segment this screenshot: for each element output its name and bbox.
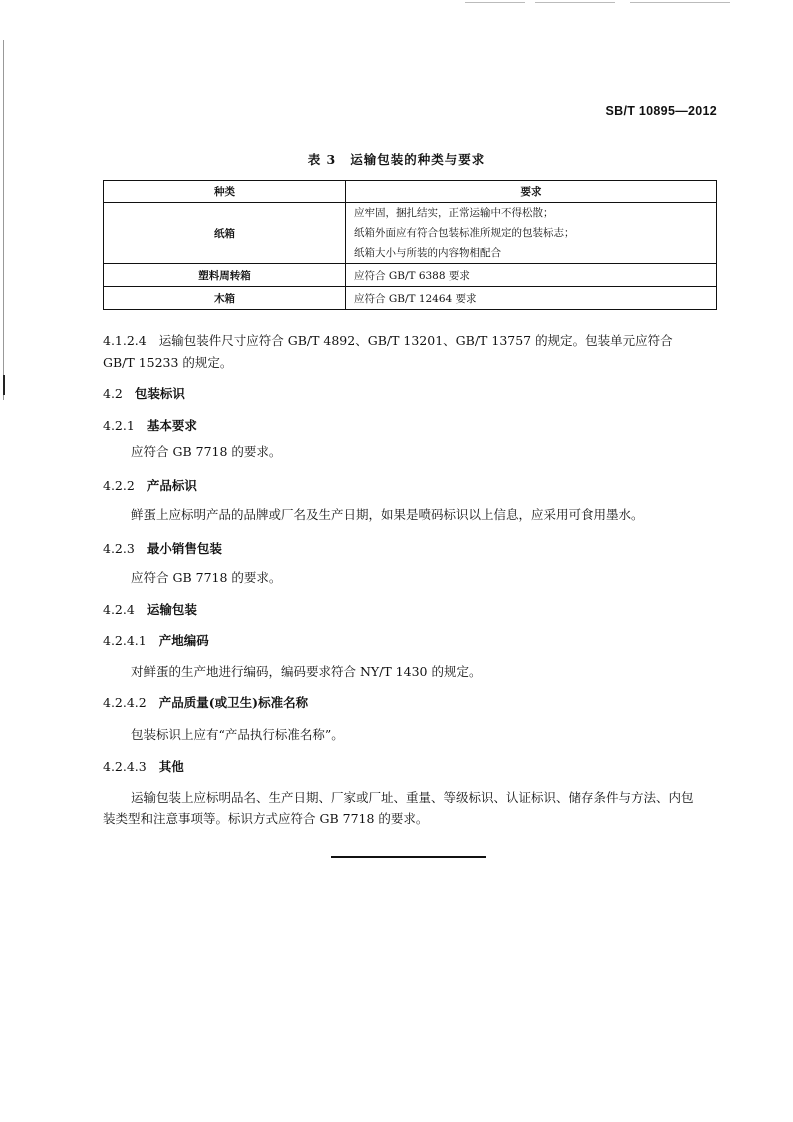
section-number: 4.2.1 [103, 418, 135, 433]
section-title: 产品标识 [146, 478, 197, 493]
end-of-document-rule [331, 856, 486, 858]
section-number: 4.2.3 [103, 541, 135, 556]
section-heading-4-2-4 [103, 600, 197, 618]
clause-text-line2: GB/T 15233 的规定。 [103, 355, 233, 370]
scan-edge-mark [630, 2, 730, 3]
section-title: 基本要求 [146, 418, 197, 433]
packaging-requirements-table [103, 180, 717, 310]
section-text-4-2-4-3-line1: 运输包装上应标明品名、生产日期、厂家或厂址、重量、等级标识、认证标识、储存条件与方法、内包 [131, 790, 694, 805]
clause-4-1-2-4 [103, 330, 718, 374]
section-title: 运输包装 [146, 602, 197, 617]
row-requirements: 应符合 GB/T 12464 要求 [346, 287, 717, 310]
scan-edge-mark [3, 375, 5, 395]
section-number: 4.2.4.3 [103, 759, 147, 774]
section-text-4-2-4-1: 对鲜蛋的生产地进行编码，编码要求符合 NY/T 1430 的规定。 [131, 664, 482, 679]
section-title: 包装标识 [134, 386, 185, 401]
section-text-4-2-4-3-line2: 装类型和注意事项等。标识方式应符合 GB 7718 的要求。 [103, 811, 429, 826]
section-title: 产地编码 [158, 633, 209, 648]
section-number: 4.2.2 [103, 478, 135, 493]
row-kind: 木箱 [104, 287, 346, 310]
standard-code: SB/T 10895—2012 [605, 104, 717, 118]
section-text-4-2-3: 应符合 GB 7718 的要求。 [131, 570, 282, 585]
scan-edge-mark [3, 40, 4, 400]
section-text-4-2-4-2: 包装标识上应有“产品执行标准名称”。 [131, 727, 344, 742]
section-title: 其他 [158, 759, 184, 774]
section-number: 4.2.4.1 [103, 633, 147, 648]
scan-edge-mark [465, 2, 525, 3]
scan-edge-mark [535, 2, 615, 3]
table-row [104, 203, 717, 264]
section-number: 4.2.4.2 [103, 695, 147, 710]
table-caption-number: 表 3 [307, 152, 337, 167]
table-caption-title: 运输包装的种类与要求 [350, 152, 486, 167]
table-row [104, 264, 717, 287]
clause-text-line1: 运输包装件尺寸应符合 GB/T 4892、GB/T 13201、GB/T 13757 的规定。包装单元应符合 [158, 333, 673, 348]
section-heading-4-2-4-2 [103, 693, 308, 711]
column-header-kind: 种类 [104, 181, 346, 203]
row-requirements [346, 203, 717, 264]
row-kind: 塑料周转箱 [104, 264, 346, 287]
table-row [104, 287, 717, 310]
section-heading-4-2-2 [103, 476, 197, 494]
requirement-line: 纸箱外面应有符合包装标准所规定的包装标志； [354, 227, 575, 239]
section-heading-4-2-3 [103, 539, 222, 557]
section-number: 4.2.4 [103, 602, 135, 617]
clause-number: 4.1.2.4 [103, 333, 147, 348]
section-title: 产品质量(或卫生)标准名称 [158, 695, 309, 710]
section-heading-4-2-4-1 [103, 631, 209, 649]
row-kind: 纸箱 [104, 203, 346, 264]
requirement-line: 应牢固，捆扎结实，正常运输中不得松散； [354, 207, 554, 219]
section-text-4-2-2: 鲜蛋上应标明产品的品牌或厂名及生产日期，如果是喷码标识以上信息，应采用可食用墨水。 [131, 507, 644, 522]
section-title: 最小销售包装 [146, 541, 222, 556]
section-number: 4.2 [103, 386, 123, 401]
section-heading-4-2-4-3 [103, 757, 184, 775]
table-caption [0, 150, 793, 168]
section-heading-4-2-1 [103, 416, 197, 434]
section-heading-4-2 [103, 384, 185, 402]
section-text-4-2-1: 应符合 GB 7718 的要求。 [131, 444, 282, 459]
requirement-line: 纸箱大小与所装的内容物相配合 [354, 247, 501, 259]
row-requirements: 应符合 GB/T 6388 要求 [346, 264, 717, 287]
table-header-row [104, 181, 717, 203]
column-header-requirement: 要求 [346, 181, 717, 203]
